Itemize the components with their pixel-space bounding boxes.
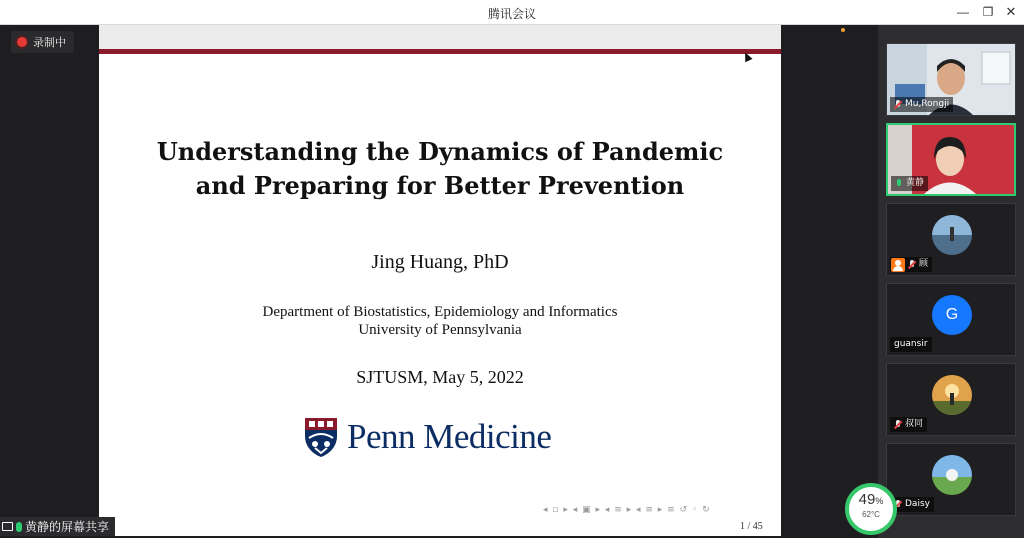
mic-muted-icon: [894, 420, 902, 430]
record-icon: [17, 37, 27, 47]
participant-name-tag: [891, 176, 928, 191]
slide-header-band: [99, 25, 781, 49]
avatar: [932, 375, 972, 415]
status-dot: [841, 28, 845, 32]
participant-name: 黄静: [906, 178, 925, 188]
mic-icon: [16, 522, 22, 532]
restore-icon[interactable]: ❐: [982, 5, 994, 19]
recording-label: 录制中: [33, 36, 66, 49]
percent-sign: %: [875, 496, 884, 506]
landscape-avatar: [932, 215, 972, 255]
slide-date: SJTUSM, May 5, 2022: [356, 367, 524, 387]
mic-muted-icon: [894, 100, 902, 110]
performance-monitor[interactable]: [845, 483, 897, 535]
participant-name: 顾: [919, 259, 929, 269]
cpu-usage: [849, 492, 893, 509]
participant-tile[interactable]: [886, 363, 1016, 436]
screen-share-badge[interactable]: [0, 517, 115, 536]
field-avatar: [932, 455, 972, 495]
minimize-icon[interactable]: —: [957, 5, 969, 19]
cpu-value: 49: [858, 491, 876, 508]
presentation-slide: [99, 25, 781, 536]
participant-tile[interactable]: [886, 203, 1016, 276]
title-bar: [0, 0, 1024, 25]
penn-shield-icon: [303, 416, 339, 458]
recording-indicator[interactable]: [11, 31, 74, 53]
avatar: [932, 215, 972, 255]
close-icon[interactable]: ✕: [1005, 4, 1017, 19]
participant-name: Daisy: [905, 499, 930, 509]
participant-tile-speaking[interactable]: [886, 123, 1016, 196]
participant-name-tag: [890, 97, 953, 112]
mic-active-icon: [895, 179, 903, 189]
cpu-temperature: 62°C: [862, 510, 880, 519]
slide-title-line-1: Understanding the Dynamics of Pandemic: [156, 137, 724, 166]
beamer-navigation[interactable]: ◂ ▫ ▸ ◂ ▣ ▸ ◂ ≡ ▸ ◂ ≡ ▸ ≡ ↺ ◦ ↻: [543, 505, 711, 515]
slide-accent-bar: [99, 49, 781, 54]
participant-tile[interactable]: [886, 43, 1016, 116]
window-title: 腾讯会议: [487, 7, 536, 21]
participant-name: Mu,Rongji: [905, 99, 950, 109]
slide-department: Department of Biostatistics, Epidemiology and Informatics: [262, 304, 618, 320]
participant-name-tag: [890, 337, 932, 352]
avatar: G: [932, 295, 972, 335]
participant-name: 叔同: [905, 419, 924, 429]
logo-wordmark: Penn Medicine: [347, 417, 552, 456]
participant-name-tag: [890, 257, 932, 272]
slide-page-number: 1 / 45: [740, 521, 763, 532]
participant-name-tag: [890, 417, 927, 432]
participant-name: guansir: [894, 339, 928, 349]
host-icon: [891, 258, 905, 272]
slide-title-line-2: and Preparing for Better Prevention: [195, 171, 685, 200]
avatar: [932, 455, 972, 495]
screen-share-label: 黄静的屏幕共享: [25, 520, 110, 534]
mic-muted-icon: [908, 260, 916, 270]
participants-panel: [878, 25, 1024, 538]
slide-author: Jing Huang, PhD: [371, 251, 509, 273]
sunset-avatar: [932, 375, 972, 415]
participant-tile[interactable]: [886, 443, 1016, 516]
slide-university: University of Pennsylvania: [358, 322, 522, 338]
penn-medicine-logo: [303, 416, 551, 458]
screen-share-icon: [2, 522, 13, 531]
participant-tile[interactable]: [886, 283, 1016, 356]
